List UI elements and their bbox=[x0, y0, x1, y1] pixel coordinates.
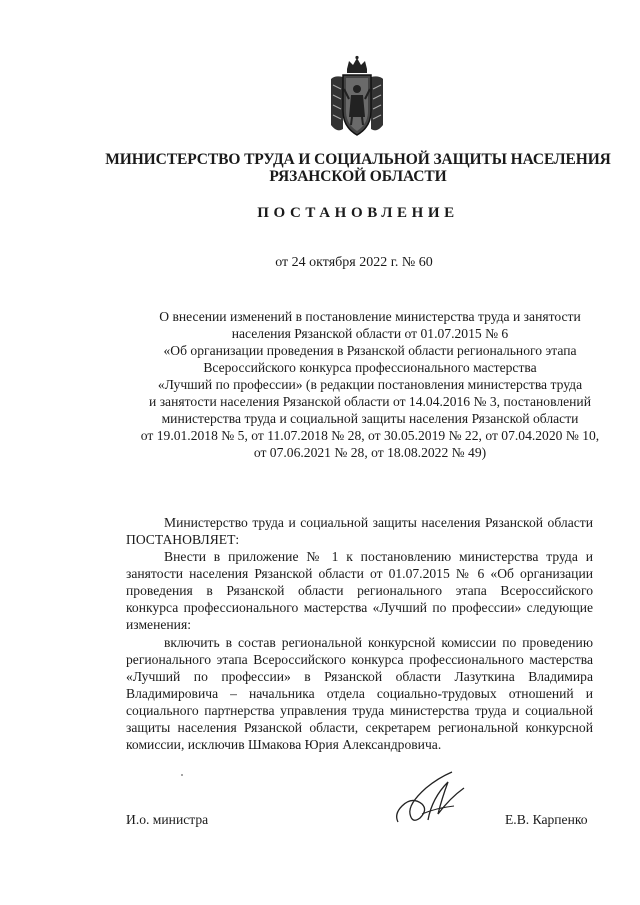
subject-line: и занятости населения Рязанской области от 14.04.2016 № 3, постановлений bbox=[149, 394, 591, 409]
paragraph-line: конкурса профессионального мастерства «Лучший по профессии» следующие bbox=[126, 600, 593, 615]
paragraph-line: Министерство труда и социальной защиты населения Рязанской области bbox=[164, 515, 593, 530]
intro-paragraph bbox=[126, 514, 593, 548]
paragraph-line: Владимировича – начальника отдела социально-трудовых отношений и bbox=[126, 686, 593, 701]
handwritten-signature-icon bbox=[392, 768, 472, 830]
paragraph-line: комиссии, исключив Шмакова Юрия Александровича. bbox=[126, 737, 442, 752]
paragraph-line: «Лучший по профессии» в Рязанской области Лазуткина Владимира bbox=[126, 669, 593, 684]
document-type: ПОСТАНОВЛЕНИЕ bbox=[257, 205, 459, 221]
paragraph-line: ПОСТАНОВЛЯЕТ: bbox=[126, 532, 240, 547]
subject-line: «Об организации проведения в Рязанской области регионального этапа bbox=[163, 343, 577, 358]
paragraph-line: проведения в Рязанской области регионального этапа Всероссийского bbox=[126, 583, 593, 598]
paragraph-line: изменения: bbox=[126, 617, 191, 632]
document-date-number: от 24 октября 2022 г. № 60 bbox=[275, 255, 433, 270]
paragraph-line: защиты населения Рязанской области, секретарем региональной конкурсной bbox=[126, 720, 593, 735]
ministry-name-line2: РЯЗАНСКОЙ ОБЛАСТИ bbox=[269, 168, 447, 185]
ministry-name-line1: МИНИСТЕРСТВО ТРУДА И СОЦИАЛЬНОЙ ЗАЩИТЫ НАСЕЛЕНИЯ bbox=[105, 151, 611, 168]
subject-line: «Лучший по профессии» (в редакции постановления министерства труда bbox=[157, 377, 583, 392]
document-subject bbox=[100, 308, 640, 461]
subject-line: от 19.01.2018 № 5, от 11.07.2018 № 28, от 30.05.2019 № 22, от 07.04.2020 № 10, bbox=[140, 428, 600, 443]
scan-speck bbox=[181, 774, 183, 776]
resolution-item-2 bbox=[126, 634, 593, 753]
paragraph-line: социального партнерства управления труда министерства труда и социальной bbox=[126, 703, 593, 718]
paragraph-line: регионального этапа Всероссийского конкурса профессионального мастерства bbox=[126, 652, 593, 667]
paragraph-line: Внести в приложение № 1 к постановлению министерства труда и bbox=[164, 549, 593, 564]
signatory-position: И.о. министра bbox=[126, 812, 209, 827]
subject-line: министерства труда и социальной защиты населения Рязанской области bbox=[161, 411, 579, 426]
subject-line: населения Рязанской области от 01.07.2015 № 6 bbox=[231, 326, 509, 341]
subject-line: от 07.06.2021 № 28, от 18.08.2022 № 49) bbox=[253, 445, 487, 460]
paragraph-line: включить в состав региональной конкурсной комиссии по проведению bbox=[164, 635, 593, 650]
resolution-item-1 bbox=[126, 548, 593, 633]
coat-of-arms-icon bbox=[327, 55, 387, 139]
paragraph-line: занятости населения Рязанской области от 01.07.2015 № 6 «Об организации bbox=[126, 566, 593, 581]
signatory-name: Е.В. Карпенко bbox=[505, 812, 588, 827]
subject-line: О внесении изменений в постановление министерства труда и занятости bbox=[159, 309, 581, 324]
subject-line: Всероссийского конкурса профессионального мастерства bbox=[203, 360, 537, 375]
